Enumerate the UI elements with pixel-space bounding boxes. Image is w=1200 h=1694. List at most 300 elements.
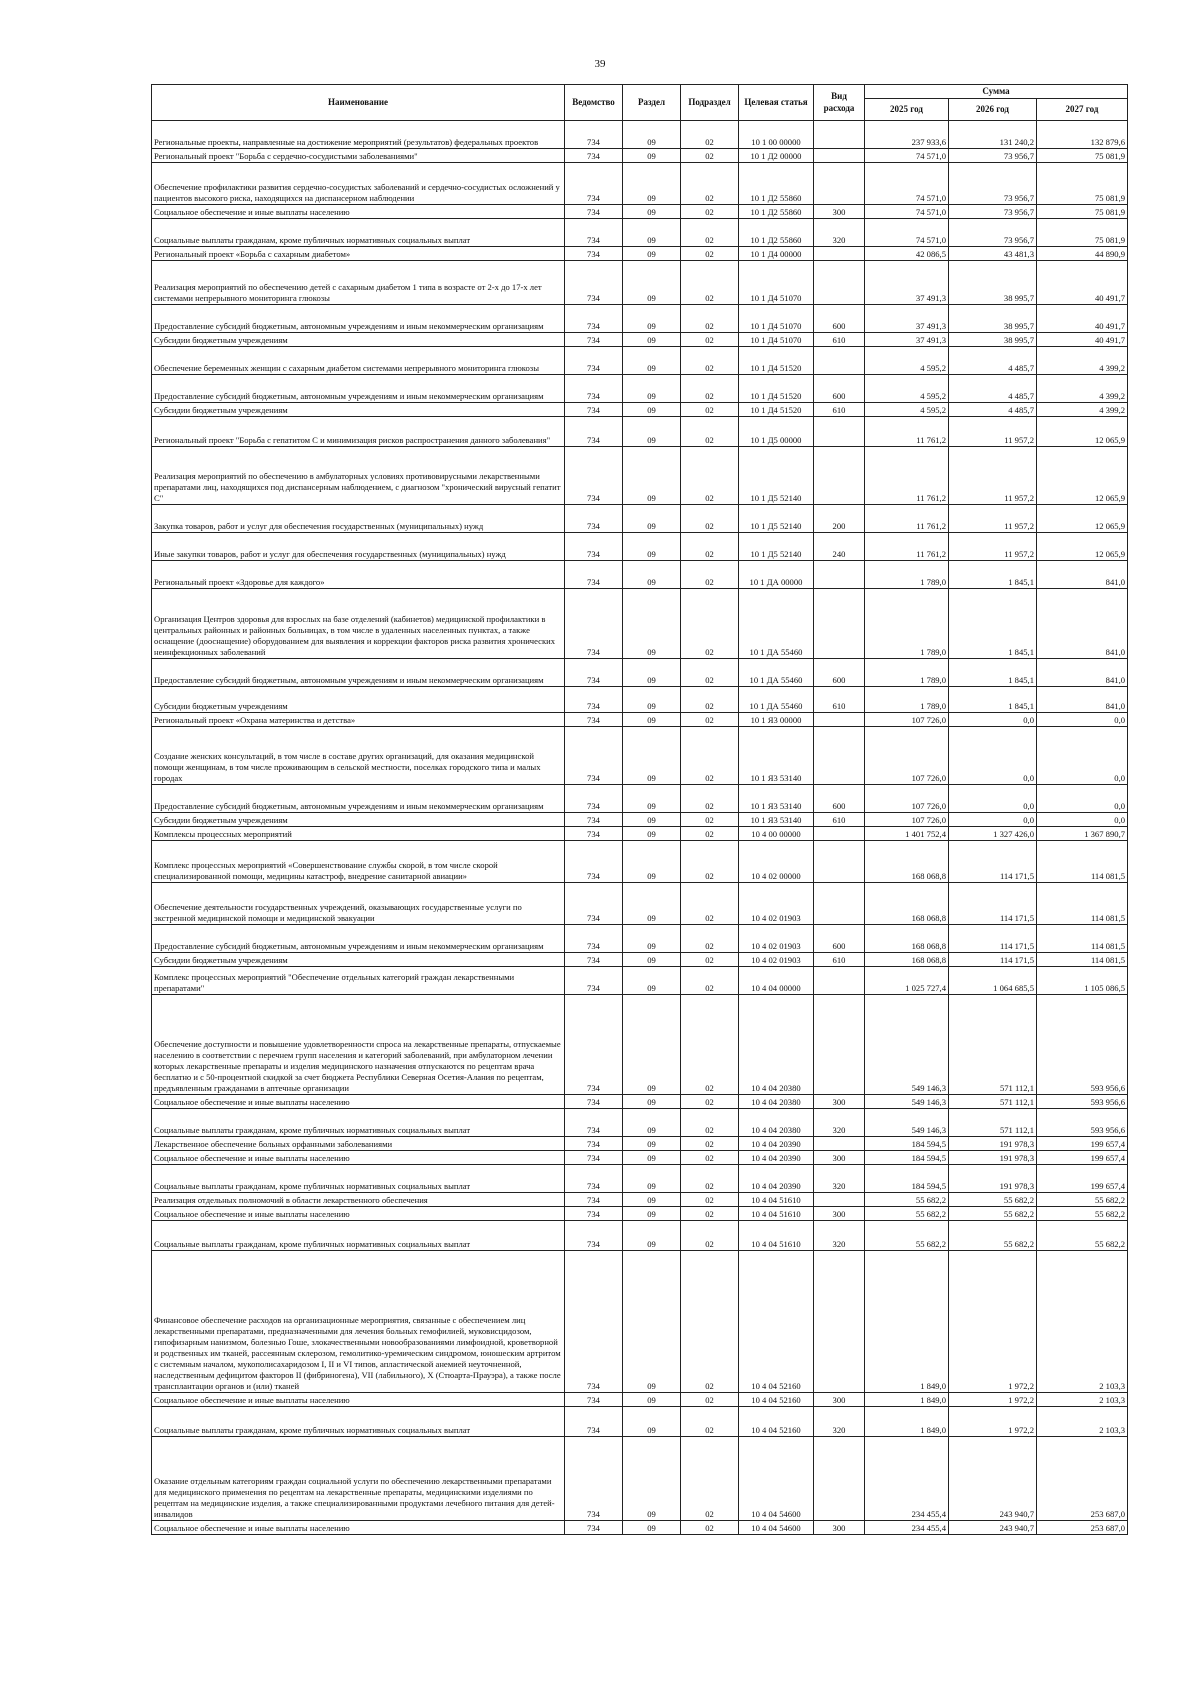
row-name: Комплекс процессных мероприятий "Обеспечение отдельных категорий граждан лекарственными препаратами" — [152, 967, 565, 995]
row-razdel: 09 — [623, 659, 681, 687]
row-sum-2025: 55 682,2 — [865, 1193, 949, 1207]
row-name: Социальное обеспечение и иные выплаты населению — [152, 205, 565, 219]
table-row — [152, 505, 1128, 533]
row-tselevaya-statya: 10 1 ДА 55460 — [739, 589, 814, 659]
row-podrazdel: 02 — [681, 841, 739, 883]
row-vedomstvo: 734 — [565, 1095, 623, 1109]
row-vedomstvo: 734 — [565, 967, 623, 995]
row-sum-2027: 75 081,9 — [1037, 205, 1128, 219]
row-vedomstvo: 734 — [565, 1221, 623, 1251]
row-vid-raskhoda — [814, 1193, 865, 1207]
row-sum-2026: 4 485,7 — [949, 403, 1037, 417]
row-tselevaya-statya: 10 1 Д4 51070 — [739, 261, 814, 305]
row-podrazdel: 02 — [681, 589, 739, 659]
row-sum-2025: 11 761,2 — [865, 447, 949, 505]
row-tselevaya-statya: 10 1 Д4 51070 — [739, 333, 814, 347]
row-name: Обеспечение деятельности государственных учреждений, оказывающих государственные услуги по экстренной медицинской помощи и медицинской эвакуации — [152, 883, 565, 925]
row-name: Социальное обеспечение и иные выплаты населению — [152, 1207, 565, 1221]
row-name: Лекарственное обеспечение больных орфанными заболеваниями — [152, 1137, 565, 1151]
table-row — [152, 1165, 1128, 1193]
row-tselevaya-statya: 10 4 04 54600 — [739, 1437, 814, 1521]
row-tselevaya-statya: 10 1 ДА 55460 — [739, 659, 814, 687]
row-vid-raskhoda: 240 — [814, 533, 865, 561]
table-row — [152, 163, 1128, 205]
row-sum-2027: 75 081,9 — [1037, 219, 1128, 247]
row-sum-2027: 12 065,9 — [1037, 505, 1128, 533]
row-razdel: 09 — [623, 687, 681, 713]
row-name: Реализация отдельных полномочий в области лекарственного обеспечения — [152, 1193, 565, 1207]
row-sum-2026: 1 845,1 — [949, 687, 1037, 713]
row-sum-2025: 11 761,2 — [865, 533, 949, 561]
row-sum-2027: 40 491,7 — [1037, 305, 1128, 333]
header-vid-raskhoda: Вид расхода — [814, 85, 865, 121]
table-row — [152, 1221, 1128, 1251]
row-podrazdel: 02 — [681, 925, 739, 953]
row-sum-2025: 168 068,8 — [865, 953, 949, 967]
row-name: Социальное обеспечение и иные выплаты населению — [152, 1095, 565, 1109]
row-podrazdel: 02 — [681, 403, 739, 417]
row-razdel: 09 — [623, 827, 681, 841]
row-name: Социальное обеспечение и иные выплаты населению — [152, 1521, 565, 1535]
row-sum-2027: 75 081,9 — [1037, 163, 1128, 205]
row-razdel: 09 — [623, 953, 681, 967]
row-vid-raskhoda — [814, 727, 865, 785]
row-sum-2027: 75 081,9 — [1037, 149, 1128, 163]
row-vid-raskhoda: 610 — [814, 333, 865, 347]
row-sum-2025: 1 789,0 — [865, 589, 949, 659]
row-name: Субсидии бюджетным учреждениям — [152, 333, 565, 347]
table-row — [152, 1193, 1128, 1207]
row-vedomstvo: 734 — [565, 925, 623, 953]
row-sum-2025: 234 455,4 — [865, 1437, 949, 1521]
row-vid-raskhoda: 320 — [814, 1407, 865, 1437]
row-vedomstvo: 734 — [565, 1521, 623, 1535]
row-razdel: 09 — [623, 1437, 681, 1521]
row-tselevaya-statya: 10 1 Д2 55860 — [739, 219, 814, 247]
row-podrazdel: 02 — [681, 785, 739, 813]
table-body — [152, 121, 1128, 1535]
row-tselevaya-statya: 10 1 Д5 00000 — [739, 417, 814, 447]
table-row — [152, 205, 1128, 219]
row-vid-raskhoda — [814, 995, 865, 1095]
row-sum-2027: 199 657,4 — [1037, 1137, 1128, 1151]
row-vid-raskhoda: 300 — [814, 1095, 865, 1109]
row-sum-2026: 11 957,2 — [949, 533, 1037, 561]
row-vid-raskhoda — [814, 561, 865, 589]
row-sum-2027: 4 399,2 — [1037, 347, 1128, 375]
row-vedomstvo: 734 — [565, 305, 623, 333]
header-year-2026: 2026 год — [949, 99, 1037, 121]
row-name: Региональный проект «Охрана материнства и детства» — [152, 713, 565, 727]
row-tselevaya-statya: 10 1 Я3 53140 — [739, 785, 814, 813]
table-row — [152, 813, 1128, 827]
row-name: Организация Центров здоровья для взрослых на базе отделений (кабинетов) медицинской профилактики в центральных районных и районных больницах, в том числе в удаленных населенных пунктах, а также оснащение (дооснащение) оборудованием для выявления и коррекции факторов риска развития хронических неинфекционных заболеваний — [152, 589, 565, 659]
row-sum-2026: 0,0 — [949, 813, 1037, 827]
row-tselevaya-statya: 10 1 Д4 51520 — [739, 347, 814, 375]
row-sum-2027: 841,0 — [1037, 561, 1128, 589]
row-podrazdel: 02 — [681, 883, 739, 925]
table-row — [152, 1207, 1128, 1221]
row-vedomstvo: 734 — [565, 561, 623, 589]
row-podrazdel: 02 — [681, 1407, 739, 1437]
row-vedomstvo: 734 — [565, 1393, 623, 1407]
table-row — [152, 1251, 1128, 1393]
row-name: Реализация мероприятий по обеспечению в амбулаторных условиях противовирусными лекарственными препаратами лиц, находящихся под диспансерным наблюдением, с диагнозом "хронический вирусный гепатит С" — [152, 447, 565, 505]
row-vedomstvo: 734 — [565, 659, 623, 687]
row-vedomstvo: 734 — [565, 505, 623, 533]
budget-table — [151, 84, 1128, 1535]
row-sum-2027: 253 687,0 — [1037, 1437, 1128, 1521]
row-vid-raskhoda — [814, 261, 865, 305]
row-sum-2025: 1 401 752,4 — [865, 827, 949, 841]
row-podrazdel: 02 — [681, 1137, 739, 1151]
row-razdel: 09 — [623, 417, 681, 447]
row-name: Иные закупки товаров, работ и услуг для обеспечения государственных (муниципальных) нужд — [152, 533, 565, 561]
row-sum-2026: 73 956,7 — [949, 149, 1037, 163]
row-sum-2027: 841,0 — [1037, 659, 1128, 687]
row-podrazdel: 02 — [681, 375, 739, 403]
row-name: Предоставление субсидий бюджетным, автономным учреждениям и иным некоммерческим организациям — [152, 375, 565, 403]
row-sum-2025: 74 571,0 — [865, 219, 949, 247]
row-sum-2025: 107 726,0 — [865, 785, 949, 813]
row-vid-raskhoda — [814, 1251, 865, 1393]
row-sum-2025: 1 849,0 — [865, 1393, 949, 1407]
row-sum-2025: 107 726,0 — [865, 813, 949, 827]
row-tselevaya-statya: 10 1 ДА 00000 — [739, 561, 814, 589]
row-razdel: 09 — [623, 219, 681, 247]
row-sum-2025: 55 682,2 — [865, 1207, 949, 1221]
row-name: Создание женских консультаций, в том числе в составе других организаций, для оказания медицинской помощи женщинам, в том числе проживающим в сельской местности, поселках городского типа и малых городах — [152, 727, 565, 785]
row-sum-2026: 1 845,1 — [949, 659, 1037, 687]
row-razdel: 09 — [623, 163, 681, 205]
row-sum-2026: 114 171,5 — [949, 841, 1037, 883]
row-razdel: 09 — [623, 561, 681, 589]
row-podrazdel: 02 — [681, 447, 739, 505]
row-vedomstvo: 734 — [565, 785, 623, 813]
row-sum-2026: 4 485,7 — [949, 375, 1037, 403]
row-vid-raskhoda: 320 — [814, 1221, 865, 1251]
header-tselevaya-statya: Целевая статья — [739, 85, 814, 121]
row-vedomstvo: 734 — [565, 261, 623, 305]
row-sum-2025: 234 455,4 — [865, 1521, 949, 1535]
row-tselevaya-statya: 10 1 Д4 51520 — [739, 375, 814, 403]
row-sum-2026: 73 956,7 — [949, 205, 1037, 219]
table-row — [152, 1521, 1128, 1535]
table-header — [152, 85, 1128, 121]
row-sum-2025: 184 594,5 — [865, 1151, 949, 1165]
row-vid-raskhoda: 300 — [814, 1521, 865, 1535]
row-name: Региональный проект "Борьба с сердечно-сосудистыми заболеваниями" — [152, 149, 565, 163]
header-podrazdel: Подраздел — [681, 85, 739, 121]
row-vid-raskhoda: 610 — [814, 687, 865, 713]
row-podrazdel: 02 — [681, 1193, 739, 1207]
row-name: Социальные выплаты гражданам, кроме публичных нормативных социальных выплат — [152, 1109, 565, 1137]
row-podrazdel: 02 — [681, 967, 739, 995]
row-razdel: 09 — [623, 925, 681, 953]
row-name: Социальные выплаты гражданам, кроме публичных нормативных социальных выплат — [152, 1407, 565, 1437]
row-podrazdel: 02 — [681, 347, 739, 375]
row-vid-raskhoda — [814, 827, 865, 841]
row-podrazdel: 02 — [681, 261, 739, 305]
row-vedomstvo: 734 — [565, 403, 623, 417]
row-vedomstvo: 734 — [565, 1251, 623, 1393]
row-name: Социальное обеспечение и иные выплаты населению — [152, 1393, 565, 1407]
row-vid-raskhoda — [814, 713, 865, 727]
row-sum-2025: 4 595,2 — [865, 375, 949, 403]
row-tselevaya-statya: 10 4 04 20380 — [739, 1095, 814, 1109]
row-sum-2025: 74 571,0 — [865, 149, 949, 163]
row-vedomstvo: 734 — [565, 813, 623, 827]
row-razdel: 09 — [623, 505, 681, 533]
row-sum-2027: 132 879,6 — [1037, 121, 1128, 149]
row-vid-raskhoda — [814, 149, 865, 163]
row-sum-2027: 253 687,0 — [1037, 1521, 1128, 1535]
row-sum-2025: 4 595,2 — [865, 347, 949, 375]
row-name: Региональный проект «Борьба с сахарным диабетом» — [152, 247, 565, 261]
row-sum-2027: 114 081,5 — [1037, 841, 1128, 883]
row-tselevaya-statya: 10 4 04 51610 — [739, 1193, 814, 1207]
row-sum-2026: 191 978,3 — [949, 1137, 1037, 1151]
row-podrazdel: 02 — [681, 713, 739, 727]
table-row — [152, 659, 1128, 687]
row-razdel: 09 — [623, 1521, 681, 1535]
row-tselevaya-statya: 10 4 04 20390 — [739, 1151, 814, 1165]
row-tselevaya-statya: 10 1 Д5 52140 — [739, 447, 814, 505]
row-vedomstvo: 734 — [565, 417, 623, 447]
row-tselevaya-statya: 10 1 Д2 55860 — [739, 163, 814, 205]
table-row — [152, 1151, 1128, 1165]
row-sum-2026: 571 112,1 — [949, 1109, 1037, 1137]
row-sum-2027: 593 956,6 — [1037, 1109, 1128, 1137]
row-razdel: 09 — [623, 1165, 681, 1193]
row-podrazdel: 02 — [681, 333, 739, 347]
row-tselevaya-statya: 10 1 00 00000 — [739, 121, 814, 149]
row-name: Предоставление субсидий бюджетным, автономным учреждениям и иным некоммерческим организациям — [152, 659, 565, 687]
row-sum-2027: 841,0 — [1037, 589, 1128, 659]
row-sum-2027: 199 657,4 — [1037, 1151, 1128, 1165]
row-name: Обеспечение профилактики развития сердечно-сосудистых заболеваний и сердечно-сосудистых осложнений у пациентов высокого риска, находящихся на диспансерном наблюдении — [152, 163, 565, 205]
row-vid-raskhoda: 600 — [814, 375, 865, 403]
row-razdel: 09 — [623, 1193, 681, 1207]
row-vedomstvo: 734 — [565, 713, 623, 727]
row-name: Закупка товаров, работ и услуг для обеспечения государственных (муниципальных) нужд — [152, 505, 565, 533]
row-vedomstvo: 734 — [565, 1207, 623, 1221]
row-sum-2025: 107 726,0 — [865, 727, 949, 785]
row-tselevaya-statya: 10 4 04 52160 — [739, 1393, 814, 1407]
row-sum-2026: 55 682,2 — [949, 1193, 1037, 1207]
row-sum-2027: 593 956,6 — [1037, 995, 1128, 1095]
row-name: Социальное обеспечение и иные выплаты населению — [152, 1151, 565, 1165]
row-name: Субсидии бюджетным учреждениям — [152, 953, 565, 967]
row-razdel: 09 — [623, 1095, 681, 1109]
row-podrazdel: 02 — [681, 1095, 739, 1109]
row-podrazdel: 02 — [681, 953, 739, 967]
row-vid-raskhoda: 300 — [814, 1151, 865, 1165]
row-sum-2026: 55 682,2 — [949, 1221, 1037, 1251]
row-sum-2025: 37 491,3 — [865, 333, 949, 347]
row-razdel: 09 — [623, 841, 681, 883]
table-row — [152, 417, 1128, 447]
row-vedomstvo: 734 — [565, 1109, 623, 1137]
row-sum-2026: 1 972,2 — [949, 1393, 1037, 1407]
row-vid-raskhoda — [814, 163, 865, 205]
row-sum-2027: 4 399,2 — [1037, 375, 1128, 403]
row-podrazdel: 02 — [681, 149, 739, 163]
row-sum-2026: 114 171,5 — [949, 925, 1037, 953]
row-vedomstvo: 734 — [565, 1165, 623, 1193]
row-sum-2026: 1 064 685,5 — [949, 967, 1037, 995]
row-vid-raskhoda — [814, 417, 865, 447]
row-name: Обеспечение доступности и повышение удовлетворенности спроса на лекарственные препараты, отпускаемые населению в соответствии с перечнем групп населения и категорий заболеваний, при амбулаторном лечении которых лекарственные препараты и изделия медицинского назначения отпускаются по рецептам врача бесплатно и с 50-процентной скидкой за счет бюджета Республики Северная Осетия-Алания по рецептам, предъявленным гражданами в аптечные организации — [152, 995, 565, 1095]
table-row — [152, 1407, 1128, 1437]
row-sum-2027: 0,0 — [1037, 727, 1128, 785]
row-sum-2025: 1 789,0 — [865, 659, 949, 687]
row-sum-2025: 168 068,8 — [865, 883, 949, 925]
row-tselevaya-statya: 10 4 04 52160 — [739, 1407, 814, 1437]
row-podrazdel: 02 — [681, 995, 739, 1095]
row-tselevaya-statya: 10 4 04 20390 — [739, 1137, 814, 1151]
row-podrazdel: 02 — [681, 505, 739, 533]
row-podrazdel: 02 — [681, 727, 739, 785]
row-tselevaya-statya: 10 4 04 52160 — [739, 1251, 814, 1393]
row-name: Предоставление субсидий бюджетным, автономным учреждениям и иным некоммерческим организациям — [152, 305, 565, 333]
table-row — [152, 247, 1128, 261]
table-row — [152, 121, 1128, 149]
row-podrazdel: 02 — [681, 827, 739, 841]
row-sum-2027: 0,0 — [1037, 813, 1128, 827]
row-tselevaya-statya: 10 4 02 01903 — [739, 953, 814, 967]
row-vid-raskhoda: 610 — [814, 403, 865, 417]
row-vedomstvo: 734 — [565, 687, 623, 713]
row-razdel: 09 — [623, 121, 681, 149]
row-podrazdel: 02 — [681, 247, 739, 261]
row-tselevaya-statya: 10 4 04 00000 — [739, 967, 814, 995]
row-vid-raskhoda — [814, 967, 865, 995]
row-sum-2025: 549 146,3 — [865, 995, 949, 1095]
row-sum-2025: 37 491,3 — [865, 305, 949, 333]
row-sum-2025: 549 146,3 — [865, 1109, 949, 1137]
row-vedomstvo: 734 — [565, 1407, 623, 1437]
row-sum-2027: 2 103,3 — [1037, 1393, 1128, 1407]
row-vedomstvo: 734 — [565, 953, 623, 967]
row-sum-2025: 184 594,5 — [865, 1165, 949, 1193]
row-sum-2027: 40 491,7 — [1037, 333, 1128, 347]
row-sum-2027: 12 065,9 — [1037, 447, 1128, 505]
row-podrazdel: 02 — [681, 687, 739, 713]
row-vid-raskhoda — [814, 447, 865, 505]
row-sum-2026: 1 972,2 — [949, 1407, 1037, 1437]
row-tselevaya-statya: 10 1 Д5 52140 — [739, 533, 814, 561]
row-vid-raskhoda: 320 — [814, 1109, 865, 1137]
row-tselevaya-statya: 10 1 Д4 51070 — [739, 305, 814, 333]
row-sum-2027: 4 399,2 — [1037, 403, 1128, 417]
row-vid-raskhoda — [814, 1437, 865, 1521]
table-row — [152, 347, 1128, 375]
row-vedomstvo: 734 — [565, 1137, 623, 1151]
table-row — [152, 333, 1128, 347]
row-razdel: 09 — [623, 1207, 681, 1221]
row-sum-2026: 1 845,1 — [949, 561, 1037, 589]
row-sum-2027: 55 682,2 — [1037, 1193, 1128, 1207]
table-row — [152, 953, 1128, 967]
row-sum-2026: 73 956,7 — [949, 163, 1037, 205]
row-sum-2025: 11 761,2 — [865, 505, 949, 533]
row-vid-raskhoda: 320 — [814, 1165, 865, 1193]
row-podrazdel: 02 — [681, 305, 739, 333]
row-sum-2027: 55 682,2 — [1037, 1221, 1128, 1251]
row-vedomstvo: 734 — [565, 1151, 623, 1165]
row-vid-raskhoda — [814, 841, 865, 883]
row-razdel: 09 — [623, 1109, 681, 1137]
row-sum-2025: 37 491,3 — [865, 261, 949, 305]
row-name: Социальные выплаты гражданам, кроме публичных нормативных социальных выплат — [152, 1165, 565, 1193]
row-sum-2026: 131 240,2 — [949, 121, 1037, 149]
row-vedomstvo: 734 — [565, 333, 623, 347]
row-name: Региональные проекты, направленные на достижение мероприятий (результатов) федеральных проектов — [152, 121, 565, 149]
row-sum-2027: 114 081,5 — [1037, 883, 1128, 925]
row-vid-raskhoda: 200 — [814, 505, 865, 533]
row-razdel: 09 — [623, 1137, 681, 1151]
row-name: Субсидии бюджетным учреждениям — [152, 403, 565, 417]
row-razdel: 09 — [623, 333, 681, 347]
row-podrazdel: 02 — [681, 1521, 739, 1535]
row-vid-raskhoda: 610 — [814, 813, 865, 827]
row-podrazdel: 02 — [681, 417, 739, 447]
row-name: Субсидии бюджетным учреждениям — [152, 813, 565, 827]
row-vedomstvo: 734 — [565, 347, 623, 375]
table-row — [152, 561, 1128, 589]
table-row — [152, 403, 1128, 417]
row-sum-2025: 74 571,0 — [865, 205, 949, 219]
row-sum-2026: 571 112,1 — [949, 995, 1037, 1095]
row-podrazdel: 02 — [681, 1437, 739, 1521]
row-sum-2025: 168 068,8 — [865, 841, 949, 883]
table-row — [152, 305, 1128, 333]
table-row — [152, 447, 1128, 505]
row-sum-2026: 114 171,5 — [949, 953, 1037, 967]
table-row — [152, 589, 1128, 659]
row-vid-raskhoda — [814, 347, 865, 375]
row-tselevaya-statya: 10 4 04 54600 — [739, 1521, 814, 1535]
table-row — [152, 883, 1128, 925]
row-sum-2027: 593 956,6 — [1037, 1095, 1128, 1109]
row-podrazdel: 02 — [681, 205, 739, 219]
row-vid-raskhoda — [814, 883, 865, 925]
row-razdel: 09 — [623, 447, 681, 505]
row-sum-2025: 1 025 727,4 — [865, 967, 949, 995]
row-vedomstvo: 734 — [565, 827, 623, 841]
header-year-2027: 2027 год — [1037, 99, 1128, 121]
row-sum-2026: 11 957,2 — [949, 417, 1037, 447]
row-tselevaya-statya: 10 4 04 51610 — [739, 1207, 814, 1221]
row-vedomstvo: 734 — [565, 841, 623, 883]
row-vedomstvo: 734 — [565, 727, 623, 785]
row-sum-2026: 0,0 — [949, 727, 1037, 785]
row-tselevaya-statya: 10 1 ДА 55460 — [739, 687, 814, 713]
row-name: Реализация мероприятий по обеспечению детей с сахарным диабетом 1 типа в возрасте от 2-х до 17-х лет системами непрерывного мониторинга глюкозы — [152, 261, 565, 305]
row-sum-2026: 43 481,3 — [949, 247, 1037, 261]
row-sum-2026: 73 956,7 — [949, 219, 1037, 247]
row-razdel: 09 — [623, 1221, 681, 1251]
row-sum-2026: 4 485,7 — [949, 347, 1037, 375]
row-sum-2025: 1 849,0 — [865, 1407, 949, 1437]
row-sum-2027: 1 105 086,5 — [1037, 967, 1128, 995]
row-razdel: 09 — [623, 375, 681, 403]
row-tselevaya-statya: 10 4 02 01903 — [739, 925, 814, 953]
row-razdel: 09 — [623, 205, 681, 219]
row-name: Предоставление субсидий бюджетным, автономным учреждениям и иным некоммерческим организациям — [152, 925, 565, 953]
row-razdel: 09 — [623, 589, 681, 659]
